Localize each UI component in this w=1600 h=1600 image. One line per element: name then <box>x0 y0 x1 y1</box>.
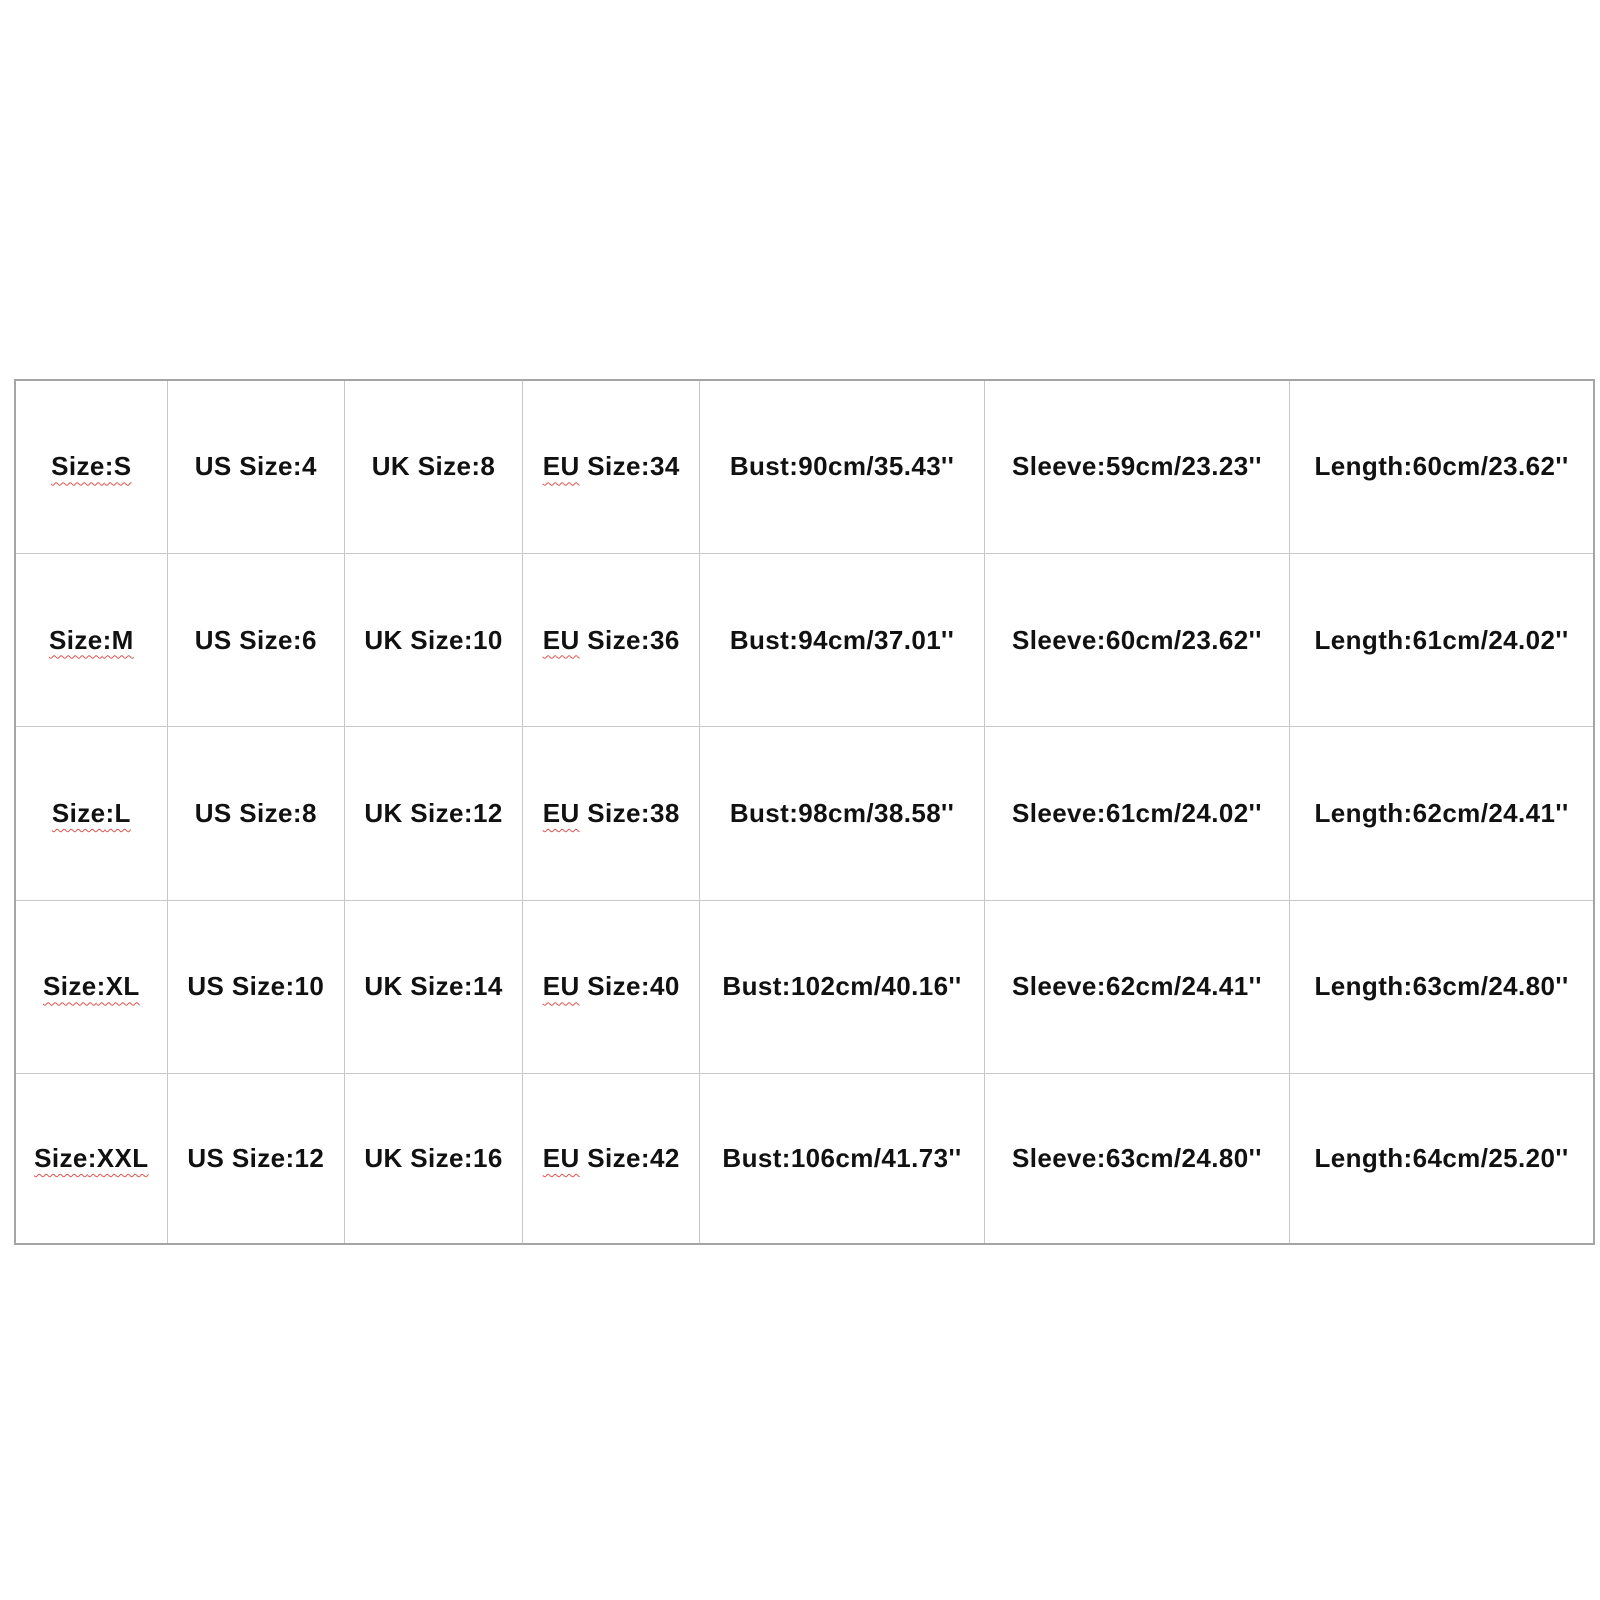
eu-size-cell: EU Size:34 <box>523 380 700 553</box>
us-size-cell: US Size:12 <box>167 1074 344 1244</box>
eu-size-cell: EU Size:36 <box>523 553 700 726</box>
eu-size-cell: EU Size:38 <box>523 727 700 900</box>
us-size-cell: US Size:4 <box>167 380 344 553</box>
us-size-cell: US Size:8 <box>167 727 344 900</box>
size-label: Size:L <box>51 797 131 828</box>
sleeve-cell: Sleeve:60cm/23.62'' <box>984 553 1289 726</box>
uk-size-cell: UK Size:8 <box>344 380 522 553</box>
size-cell <box>15 380 167 553</box>
bust-cell: Bust:106cm/41.73'' <box>700 1074 984 1244</box>
size-label: Size:S <box>51 451 132 482</box>
sleeve-cell: Sleeve:59cm/23.23'' <box>984 380 1289 553</box>
sleeve-cell: Sleeve:63cm/24.80'' <box>984 1074 1289 1244</box>
us-size-cell: US Size:10 <box>167 900 344 1073</box>
table-row-s <box>15 380 1594 553</box>
bust-cell: Bust:98cm/38.58'' <box>700 727 984 900</box>
uk-size-cell: UK Size:14 <box>344 900 522 1073</box>
uk-size-cell: UK Size:10 <box>344 553 522 726</box>
uk-size-cell: UK Size:16 <box>344 1074 522 1244</box>
size-cell <box>15 553 167 726</box>
eu-size-cell: EU Size:42 <box>523 1074 700 1244</box>
table-row-xl <box>15 900 1594 1073</box>
size-label: Size:XXL <box>34 1143 149 1174</box>
bust-cell: Bust:94cm/37.01'' <box>700 553 984 726</box>
size-cell <box>15 727 167 900</box>
size-chart-table <box>14 379 1595 1245</box>
length-cell: Length:61cm/24.02'' <box>1290 553 1594 726</box>
length-cell: Length:64cm/25.20'' <box>1290 1074 1594 1244</box>
size-cell <box>15 1074 167 1244</box>
uk-size-cell: UK Size:12 <box>344 727 522 900</box>
length-cell: Length:63cm/24.80'' <box>1290 900 1594 1073</box>
size-label: Size:M <box>48 624 134 655</box>
sleeve-cell: Sleeve:62cm/24.41'' <box>984 900 1289 1073</box>
eu-size-cell: EU Size:40 <box>523 900 700 1073</box>
table-row-l <box>15 727 1594 900</box>
table-row-xxl <box>15 1074 1594 1244</box>
length-cell: Length:60cm/23.62'' <box>1290 380 1594 553</box>
size-label: Size:XL <box>42 971 140 1002</box>
table-row-m <box>15 553 1594 726</box>
sleeve-cell: Sleeve:61cm/24.02'' <box>984 727 1289 900</box>
bust-cell: Bust:90cm/35.43'' <box>700 380 984 553</box>
size-cell <box>15 900 167 1073</box>
length-cell: Length:62cm/24.41'' <box>1290 727 1594 900</box>
us-size-cell: US Size:6 <box>167 553 344 726</box>
bust-cell: Bust:102cm/40.16'' <box>700 900 984 1073</box>
